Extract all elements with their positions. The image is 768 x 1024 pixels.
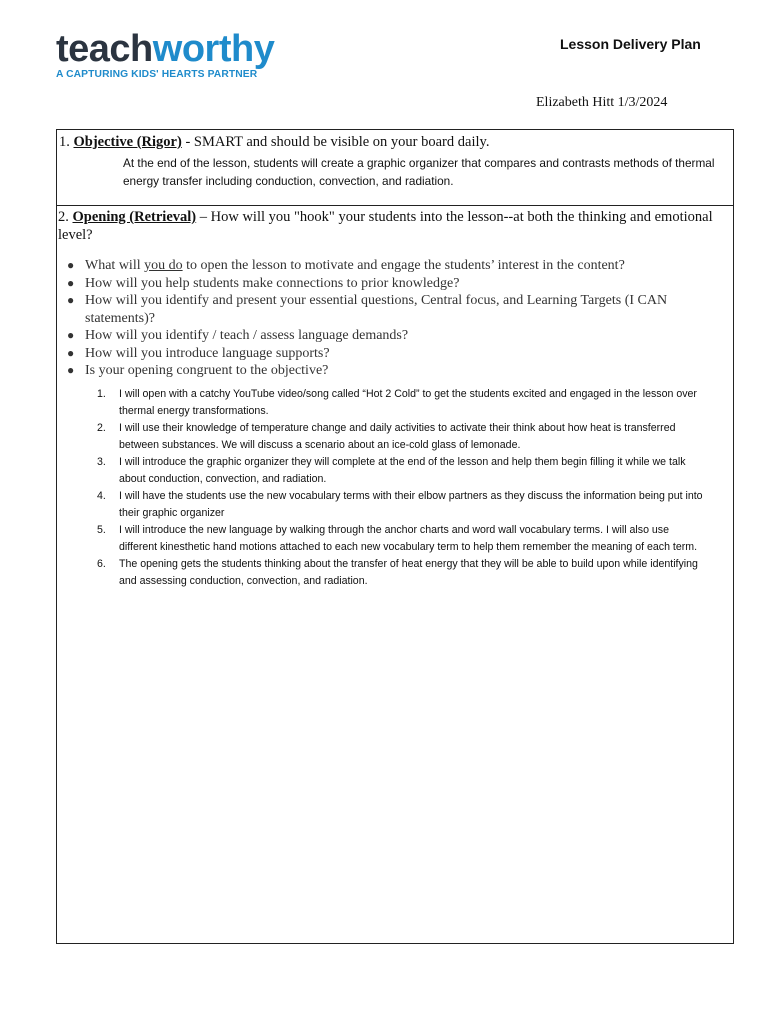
- opening-description: – How will you "hook" your students into the lesson--at both the thinking and emotional level?: [58, 209, 713, 243]
- opening-section: [56, 205, 734, 944]
- answer-text: I will use their knowledge of temperature change and daily activities to activate their think about how heat is transferred between substances. We will discuss a scenario about an ice-cold glass of lemonade.: [119, 421, 676, 451]
- bullet-icon: ●: [67, 293, 75, 307]
- prompt-text: How will you identify / teach / assess language demands?: [85, 328, 409, 343]
- answer-number: 5.: [97, 523, 106, 536]
- prompt-text: How will you help students make connections to prior knowledge?: [85, 275, 460, 291]
- prompt-text: Is your opening congruent to the objective?: [85, 363, 329, 378]
- prompt-text-before: What will: [85, 258, 145, 273]
- prompt-item: [57, 345, 733, 363]
- objective-text: At the end of the lesson, students will create a graphic organizer that compares and contrasts methods of thermal energy transfer including conduction, convection, and radiation.: [123, 156, 715, 188]
- answer-item: [57, 420, 733, 454]
- objective-heading: [57, 130, 733, 151]
- prompt-item: [57, 257, 733, 275]
- answer-number: 1.: [97, 387, 106, 400]
- logo-wordmark: [56, 30, 274, 68]
- prompt-item: [57, 362, 733, 380]
- bullet-icon: ●: [67, 275, 75, 290]
- answer-text: The opening gets the students thinking about the transfer of heat energy that they will be able to build upon while identifying and assessing conduction, convection, and radiation.: [119, 557, 698, 587]
- opening-prompts-list: [57, 257, 733, 380]
- prompt-text-after: to open the lesson to motivate and engage the students’ interest in the content?: [182, 258, 625, 273]
- objective-section: [56, 129, 734, 206]
- answer-text: I will introduce the new language by walking through the anchor charts and word wall vocabulary terms. I will also use different kinesthetic hand motions attached to each new vocabulary term to help them remember the meaning of each term.: [119, 523, 698, 553]
- answer-number: 6.: [97, 557, 106, 570]
- bullet-icon: ●: [67, 328, 75, 342]
- answer-item: [57, 454, 733, 488]
- teachworthy-logo: [56, 30, 274, 80]
- prompt-item: [57, 327, 733, 345]
- answer-text: I will have the students use the new vocabulary terms with their elbow partners as they discuss the information being put into their graphic organizer: [119, 489, 703, 519]
- answer-text: I will open with a catchy YouTube video/song called “Hot 2 Cold” to get the students excited and engaged in the lesson over thermal energy transformations.: [119, 387, 697, 417]
- opening-answers-list: [57, 386, 733, 590]
- bullet-icon: ●: [67, 345, 75, 360]
- answer-item: [57, 556, 733, 590]
- author-date: Elizabeth Hitt 1/3/2024: [536, 95, 668, 110]
- opening-number: 2.: [58, 209, 69, 225]
- opening-heading: [57, 206, 733, 244]
- prompt-text: How will you identify and present your essential questions, Central focus, and Learning Targets (I CAN statements)?: [85, 293, 668, 326]
- objective-label: Objective (Rigor): [73, 134, 182, 150]
- opening-label: Opening (Retrieval): [72, 209, 197, 225]
- answer-number: 2.: [97, 421, 106, 434]
- prompt-item: [57, 292, 733, 327]
- answer-number: 3.: [97, 455, 106, 468]
- prompt-item: [57, 275, 733, 293]
- answer-item: [57, 488, 733, 522]
- answer-item: [57, 386, 733, 420]
- logo-part-worthy: worthy: [152, 28, 275, 70]
- answer-item: [57, 522, 733, 556]
- logo-tagline: A CAPTURING KIDS' HEARTS PARTNER: [56, 69, 258, 80]
- document-title: Lesson Delivery Plan: [560, 36, 701, 52]
- answer-number: 4.: [97, 489, 106, 502]
- objective-description: - SMART and should be visible on your board daily.: [181, 134, 490, 150]
- logo-part-teach: teach: [56, 28, 153, 70]
- objective-number: 1.: [59, 134, 70, 150]
- bullet-icon: ●: [67, 258, 75, 272]
- prompt-text-underlined: you do: [144, 258, 183, 273]
- answer-text: I will introduce the graphic organizer they will complete at the end of the lesson and help them begin filling it while we talk about conduction, convection, and radiation.: [119, 455, 686, 485]
- bullet-icon: ●: [67, 363, 75, 377]
- prompt-text: How will you introduce language supports?: [85, 345, 330, 361]
